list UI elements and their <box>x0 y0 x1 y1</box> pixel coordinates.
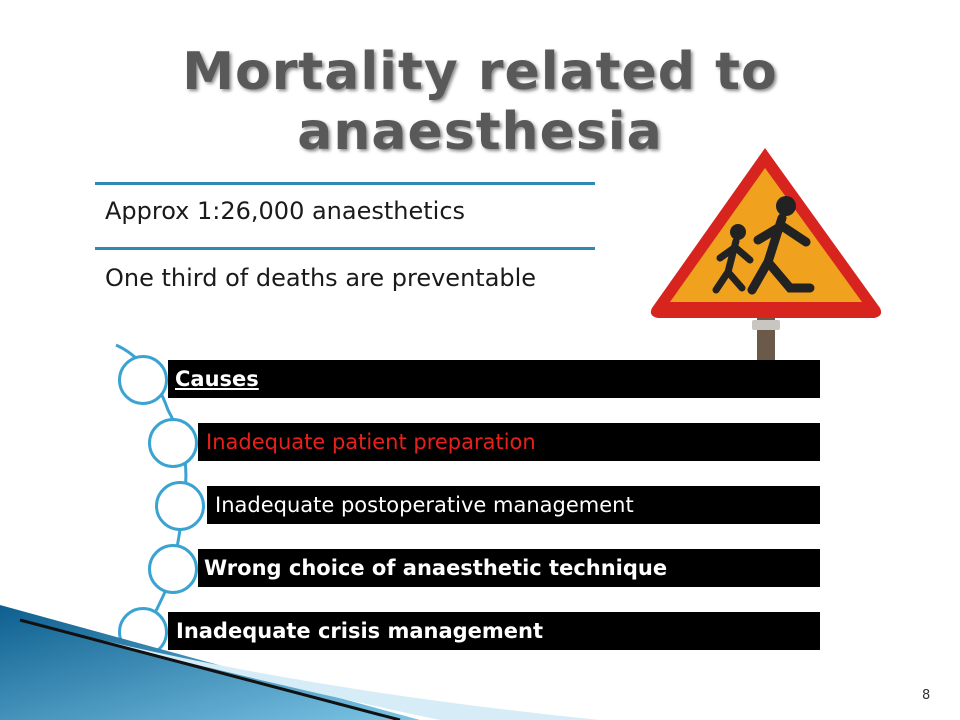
bullet-circle <box>148 544 198 594</box>
cause-item: Inadequate patient preparation <box>198 423 820 461</box>
bullet-circle <box>155 481 205 531</box>
stat-preventable: One third of deaths are preventable <box>105 264 537 292</box>
decorative-swoosh <box>0 600 620 720</box>
bullet-circle <box>118 355 168 405</box>
top-rule <box>95 182 595 185</box>
bullet-circle <box>148 418 198 468</box>
stat-incidence: Approx 1:26,000 anaesthetics <box>105 197 466 225</box>
page-number: 8 <box>922 688 931 703</box>
cause-item: Wrong choice of anaesthetic technique <box>198 549 820 587</box>
middle-rule <box>95 247 595 250</box>
cause-item: Inadequate postoperative management <box>207 486 820 524</box>
children-crossing-sign-icon <box>640 140 890 360</box>
cause-item: Inadequate crisis management <box>168 612 820 650</box>
causes-heading: Causes <box>168 360 820 398</box>
slide-title: Mortality related to anaesthesia <box>182 42 778 162</box>
stats-area <box>95 182 595 302</box>
